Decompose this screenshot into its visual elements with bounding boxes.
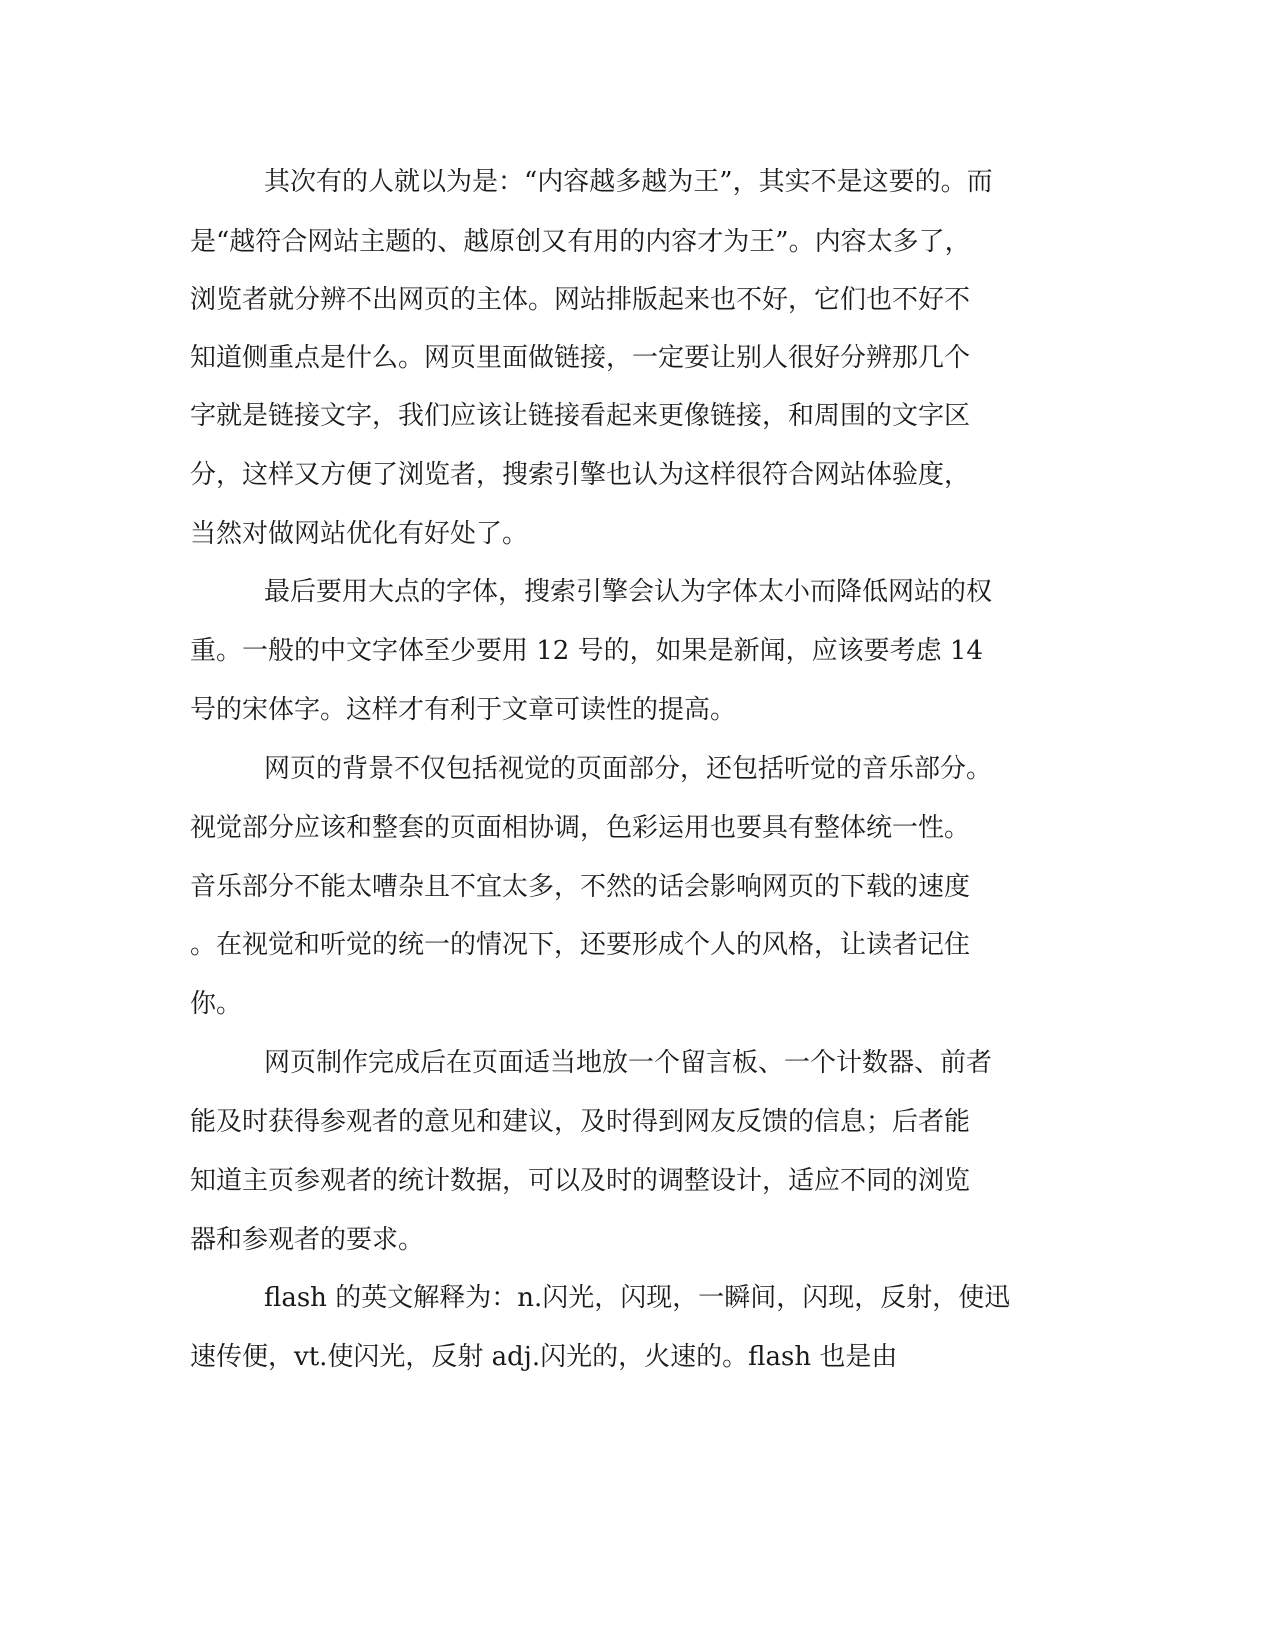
paragraph-3-line-4: 。在视觉和听觉的统一的情况下，还要形成个人的风格，让读者记住 — [190, 930, 971, 960]
paragraph-1-line-3: 浏览者就分辨不出网页的主体。网站排版起来也不好，它们也不好不 — [190, 285, 971, 315]
paragraph-3-line-3: 音乐部分不能太嘈杂且不宜太多，不然的话会影响网页的下载的速度 — [190, 872, 971, 902]
paragraph-1-line-1: 其次有的人就以为是：“内容越多越为王”，其实不是这要的。而 — [264, 167, 993, 197]
paragraph-1-line-6: 分，这样又方便了浏览者，搜索引擎也认为这样很符合网站体验度， — [190, 460, 971, 490]
paragraph-5-line-1: flash 的英文解释为：n.闪光，闪现，一瞬间，闪现，反射，使迅 — [264, 1283, 1011, 1313]
paragraph-5-line-2: 速传便，vt.使闪光，反射 adj.闪光的，火速的。flash 也是由 — [190, 1342, 898, 1372]
paragraph-1-line-7: 当然对做网站优化有好处了。 — [190, 519, 529, 549]
paragraph-1-line-2: 是“越符合网站主题的、越原创又有用的内容才为王”。内容太多了， — [190, 227, 971, 257]
paragraph-4-line-1: 网页制作完成后在页面适当地放一个留言板、一个计数器、前者 — [264, 1048, 993, 1078]
paragraph-1-line-5: 字就是链接文字，我们应该让链接看起来更像链接，和周围的文字区 — [190, 401, 971, 431]
paragraph-4-line-3: 知道主页参观者的统计数据，可以及时的调整设计，适应不同的浏览 — [190, 1166, 971, 1196]
paragraph-2-line-1: 最后要用大点的字体，搜索引擎会认为字体太小而降低网站的权 — [264, 577, 993, 607]
paragraph-3-line-1: 网页的背景不仅包括视觉的页面部分，还包括听觉的音乐部分。 — [264, 754, 993, 784]
paragraph-2-line-2: 重。一般的中文字体至少要用 12 号的，如果是新闻，应该要考虑 14 — [190, 636, 983, 666]
paragraph-4-line-2: 能及时获得参观者的意见和建议，及时得到网友反馈的信息；后者能 — [190, 1107, 971, 1137]
paragraph-4-line-4: 器和参观者的要求。 — [190, 1225, 425, 1255]
paragraph-3-line-2: 视觉部分应该和整套的页面相协调，色彩运用也要具有整体统一性。 — [190, 813, 971, 843]
paragraph-3-line-5: 你。 — [190, 989, 243, 1019]
paragraph-2-line-3: 号的宋体字。这样才有利于文章可读性的提高。 — [190, 695, 737, 725]
paragraph-1-line-4: 知道侧重点是什么。网页里面做链接，一定要让别人很好分辨那几个 — [190, 343, 971, 373]
